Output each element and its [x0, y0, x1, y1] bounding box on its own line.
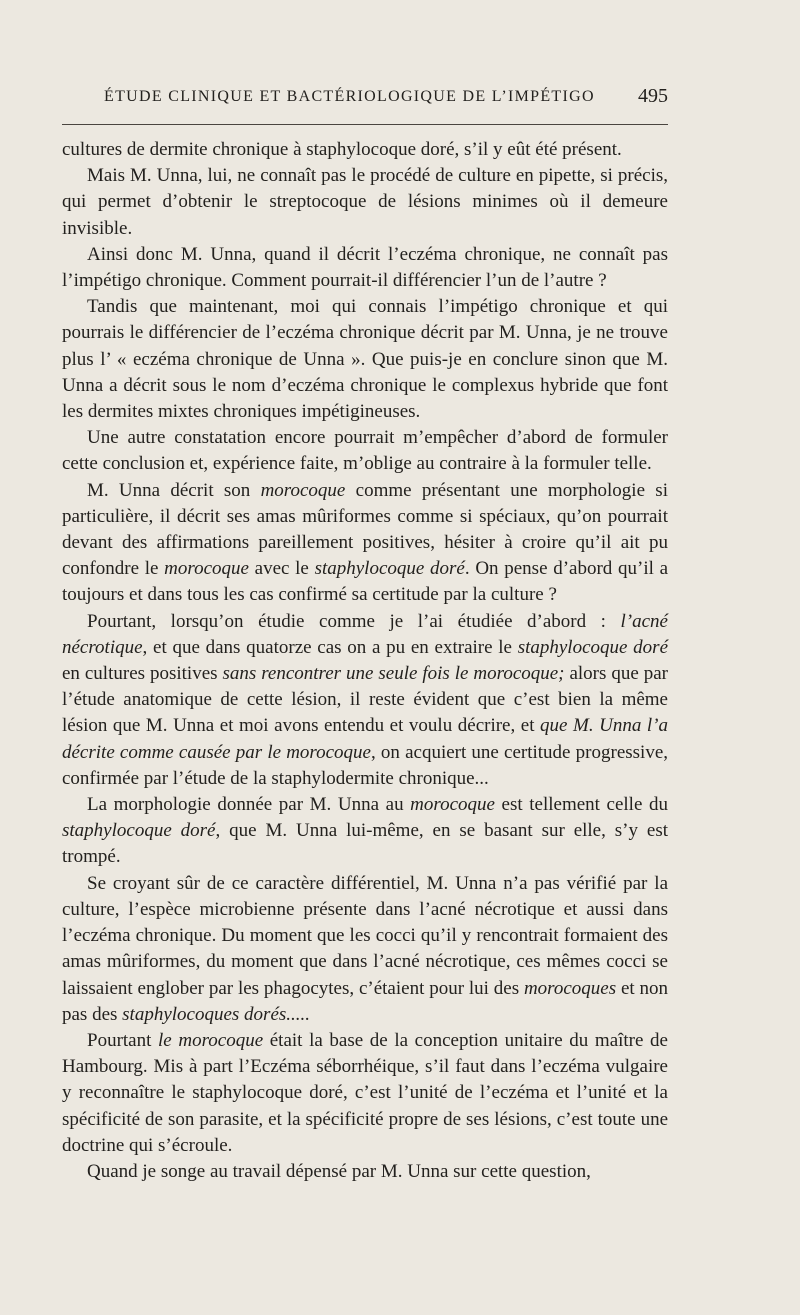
paragraph-10: Pourtant le morocoque était la base de la conception unitaire du maître de Hambourg. Mis à part l’Eczéma séborrhéique, s’il faut dans l’eczéma vulgaire y reconnaître le staphylocoque doré, c’est l’unité de l’eczéma et l’unité et la spécificité de son parasite, et la spécificité propre de ses lésions, c’est toute une doctrine qui s’écroule.	[62, 1029, 668, 1156]
italic-term: morocoque	[410, 794, 495, 816]
page-number: 495	[638, 85, 668, 107]
header-rule	[62, 124, 668, 125]
italic-term: staphylocoque doré	[517, 636, 669, 658]
italic-term: morocoques	[523, 977, 617, 999]
italic-term: le morocoque	[158, 1029, 264, 1051]
paragraph-11: Quand je songe au travail dépensé par M. Unna sur cette question,	[87, 1160, 591, 1182]
italic-term: l’acné nécrotique	[62, 610, 668, 658]
paragraph-1: cultures de dermite chronique à staphylocoque doré, s’il y eût été présent.	[62, 139, 622, 160]
italic-term: staphylocoques dorés.....	[122, 1003, 311, 1025]
paragraph-5: Une autre constatation encore pourrait m’empêcher d’abord de formuler cette conclusion et, expérience faite, m’oblige au contraire à la formuler telle.	[62, 427, 668, 475]
italic-term: que M. Unna l’a décrite comme causée par le morocoque	[62, 715, 668, 763]
paragraph-6: M. Unna décrit son morocoque comme présentant une morphologie si particulière, il décrit ses amas mûriformes comme si spéciaux, qu’on pourrait devant des affirmations pareillement positives, hésiter à croire qu’il ait pu confondre le morocoque avec le staphylocoque doré. On pense d’abord qu’il a toujours et dans tous les cas confirmé sa certitude par la culture ?	[62, 479, 669, 606]
paragraph-4: Tandis que maintenant, moi qui connais l’impétigo chronique et qui pourrais le différencier de l’eczéma chronique décrit par M. Unna, je ne trouve plus l’ « eczéma chronique de Unna ». Que puis-je en conclure sinon que M. Unna a décrit sous le nom d’eczéma chronique le complexus hybride que font les dermites mixtes chroniques impétigineuses.	[62, 296, 668, 423]
italic-term: staphylocoque doré	[62, 820, 216, 842]
page-header	[62, 84, 668, 112]
running-head: ÉTUDE CLINIQUE ET BACTÉRIOLOGIQUE DE L’IMPÉTIGO	[104, 88, 595, 105]
italic-term: morocoque	[260, 479, 346, 501]
paragraph-2: Mais M. Unna, lui, ne connaît pas le procédé de culture en pipette, si précis, qui permet d’obtenir le streptocoque de lésions minimes où il demeure invisible.	[62, 165, 668, 239]
body-text	[62, 137, 668, 1185]
italic-term: staphylocoque doré	[314, 558, 465, 580]
paragraph-7: Pourtant, lorsqu’on étudie comme je l’ai étudiée d’abord : l’acné nécrotique, et que dans quatorze cas on a pu en extraire le staphylocoque doré en cultures positives sans rencontrer une seule fois le morocoque; alors que par l’étude anatomique de cette lésion, il reste évident que c’est bien la même lésion que M. Unna et moi avons entendu et voulu décrire, et que M. Unna l’a décrite comme causée par le morocoque, on acquiert une certitude progressive, confirmée par l’étude de la staphylodermite chronique...	[62, 610, 669, 789]
italic-term: sans rencontrer une seule fois le morocoque;	[222, 663, 565, 685]
paragraph-9: Se croyant sûr de ce caractère différentiel, M. Unna n’a pas vérifié par la culture, l’espèce microbienne présente dans l’acné nécrotique et aussi dans l’eczéma chronique. Du moment que les cocci qu’il y rencontrait formaient des amas mûriformes, du moment que dans l’acné nécrotique, ces mêmes cocci se laissaient englober par les phagocytes, c’étaient pour lui des morocoques et non pas des staphylocoques dorés.....	[62, 872, 669, 1025]
paragraph-3: Ainsi donc M. Unna, quand il décrit l’eczéma chronique, ne connaît pas l’impétigo chronique. Comment pourrait-il différencier l’un de l’autre ?	[62, 243, 668, 292]
italic-term: morocoque	[164, 558, 249, 580]
paragraph-8: La morphologie donnée par M. Unna au morocoque est tellement celle du staphylocoque doré, que M. Unna lui-même, en se basant sur elle, s’y est trompé.	[62, 794, 669, 868]
